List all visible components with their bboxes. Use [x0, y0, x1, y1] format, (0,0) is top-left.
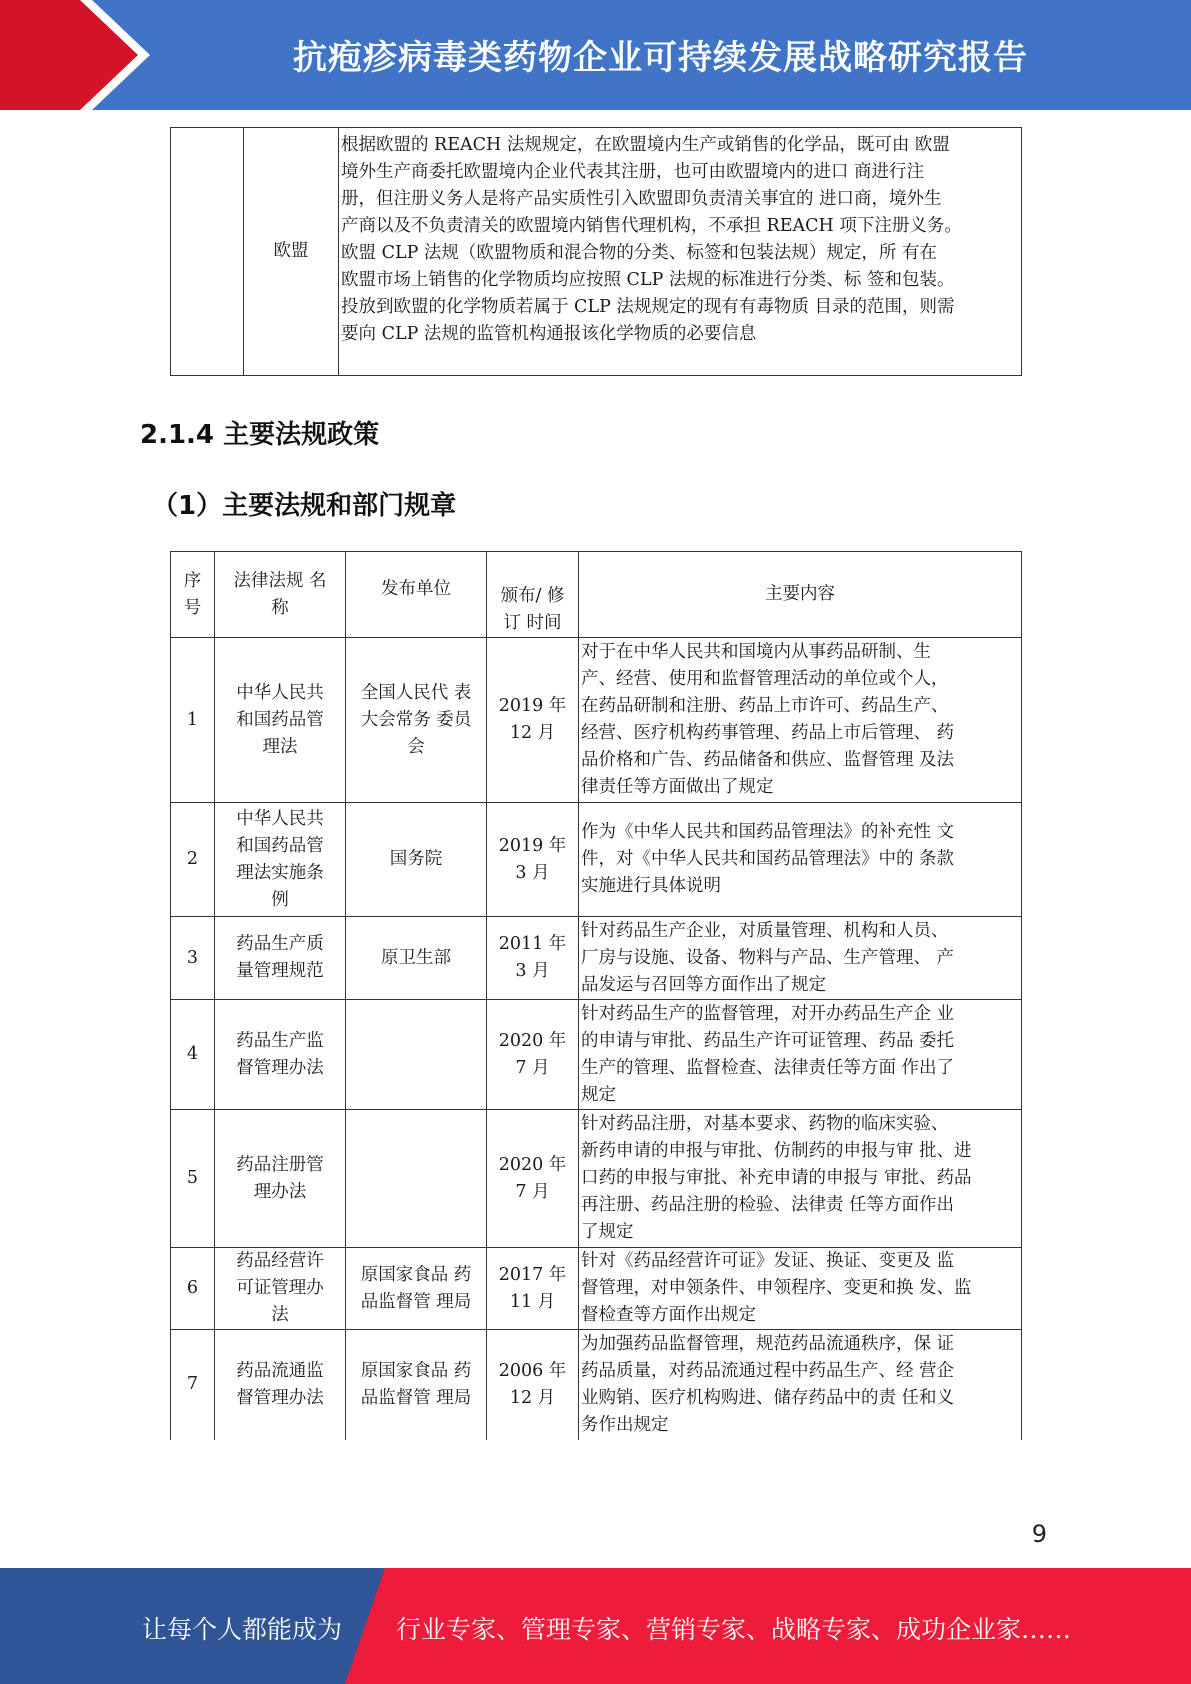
date-cell	[487, 1330, 579, 1440]
content-cell-line: 业购销、医疗机构购进、储存药品中的责 任和义	[581, 1387, 955, 1408]
content-cell-line: 针对药品注册，对基本要求、药物的临床实验、	[581, 1114, 949, 1134]
header-publisher: 发布单位	[346, 552, 487, 638]
date-cell	[487, 917, 579, 1000]
law-name-cell-line: 理法实施条	[236, 862, 324, 883]
content-cell-line: 新药申请的申报与审批、仿制药的申报与审 批、进	[581, 1141, 972, 1161]
date-cell	[487, 803, 579, 917]
header-name	[215, 552, 346, 638]
header-no	[171, 552, 215, 638]
law-name-cell	[215, 1110, 346, 1248]
date-cell	[487, 1248, 579, 1330]
publisher-cell-line: 国务院	[389, 849, 443, 869]
row-number-cell: 5	[171, 1110, 215, 1248]
content-cell-line: 产、经营、使用和监督管理活动的单位或个人，	[581, 669, 949, 689]
regulation-text-line: 欧盟 CLP 法规（欧盟物质和混合物的分类、标签和包装法规）规定，所 有在	[341, 243, 937, 263]
header-name-line: 称	[271, 597, 289, 618]
table-row	[171, 803, 1022, 917]
content-cell	[579, 638, 1022, 803]
header-no-line: 序	[183, 570, 202, 591]
content-cell-line: 规定	[581, 1084, 616, 1105]
content-cell-line: 在药品研制和注册、药品上市许可、药品生产、	[581, 696, 949, 716]
content-cell	[579, 1330, 1022, 1440]
table-row	[171, 638, 1022, 803]
law-name-cell-line: 法	[271, 1305, 289, 1325]
content-cell-line: 针对《药品经营许可证》发证、换证、变更及 监	[581, 1251, 955, 1271]
header-no-line: 号	[183, 597, 202, 618]
date-cell-line: 7 月	[515, 1057, 550, 1078]
section-heading: 2.1.4 主要法规政策	[140, 420, 380, 450]
publisher-cell	[346, 638, 487, 803]
content-cell	[579, 1000, 1022, 1110]
law-regulation-table	[170, 551, 1022, 1440]
law-name-cell	[215, 917, 346, 1000]
date-cell-line: 2017 年	[498, 1264, 567, 1285]
date-cell-line: 2011 年	[498, 934, 567, 954]
publisher-cell-line: 大会常务 委员	[360, 709, 472, 730]
regulation-text-line: 产商以及不负责清关的欧盟境内销售代理机构，不承担 REACH 项下注册义务。	[341, 216, 962, 236]
date-cell-line: 3 月	[515, 961, 550, 981]
table-row	[171, 1248, 1022, 1330]
publisher-cell-line: 原国家食品 药	[360, 1264, 472, 1285]
header-date-line: 订 时间	[503, 613, 562, 633]
table-row	[171, 1110, 1022, 1248]
publisher-cell	[346, 1000, 487, 1110]
date-cell-line: 2019 年	[498, 835, 567, 856]
footer-slogan-left: 让每个人都能成为	[142, 1615, 343, 1644]
law-name-cell-line: 和国药品管	[236, 709, 324, 730]
law-name-cell	[215, 1330, 346, 1440]
header-date	[487, 552, 579, 638]
date-cell-line: 2006 年	[498, 1360, 567, 1381]
date-cell	[487, 638, 579, 803]
publisher-cell	[346, 803, 487, 917]
content-cell-line: 律责任等方面做出了规定	[581, 777, 774, 797]
law-name-cell-line: 可证管理办	[236, 1278, 324, 1298]
content-cell-line: 经营、医疗机构药事管理、药品上市后管理、 药	[581, 723, 955, 743]
content-cell-line: 督管理，对申领条件、申领程序、变更和换 发、监	[581, 1278, 972, 1298]
law-name-cell-line: 药品生产监	[236, 1030, 324, 1051]
law-name-cell	[215, 638, 346, 803]
date-cell-line: 3 月	[515, 862, 550, 883]
law-name-cell-line: 量管理规范	[236, 961, 324, 981]
page-footer	[0, 1568, 1191, 1684]
publisher-cell-line: 原卫生部	[381, 947, 451, 968]
content-cell-line: 厂房与设施、设备、物料与产品、生产管理、 产	[581, 947, 955, 968]
law-name-cell-line: 中华人民共	[236, 682, 324, 703]
content-cell-line: 了规定	[581, 1222, 634, 1242]
publisher-cell-line: 品监督管 理局	[360, 1291, 472, 1312]
law-name-cell-line: 药品经营许	[236, 1251, 324, 1271]
footer-slogan-right: 行业专家、管理专家、营销专家、战略专家、成功企业家……	[396, 1615, 1072, 1644]
date-cell-line: 2020 年	[498, 1030, 567, 1051]
header-name-line: 法律法规 名	[233, 570, 327, 591]
publisher-cell-line: 会	[407, 736, 425, 757]
row-number-cell: 2	[171, 803, 215, 917]
header-content: 主要内容	[579, 552, 1022, 638]
row-number-cell: 1	[171, 638, 215, 803]
header-date-line: 颁布/ 修	[500, 586, 565, 606]
law-name-cell-line: 药品注册管	[236, 1154, 324, 1175]
content-cell-line: 药品质量，对药品流通过程中药品生产、经 营企	[581, 1360, 955, 1381]
table-row	[171, 1000, 1022, 1110]
regulation-text-cell	[339, 128, 1022, 376]
regulation-text-line: 根据欧盟的 REACH 法规规定，在欧盟境内生产或销售的化学品，既可由 欧盟	[341, 135, 950, 155]
content-cell-line: 品价格和广告、药品储备和供应、监督管理 及法	[581, 750, 955, 770]
content-cell-line: 作为《中华人民共和国药品管理法》的补充性 文	[581, 822, 955, 842]
date-cell-line: 2020 年	[498, 1154, 567, 1175]
publisher-cell	[346, 1248, 487, 1330]
row-number-cell: 4	[171, 1000, 215, 1110]
row-number-cell: 7	[171, 1330, 215, 1440]
regulation-text-line: 境外生产商委托欧盟境内企业代表其注册，也可由欧盟境内的进口 商进行注	[341, 162, 925, 182]
content-cell-line: 生产的管理、监督检查、法律责任等方面 作出了	[581, 1057, 955, 1078]
region-cell: 欧盟	[244, 128, 339, 376]
table-row	[171, 1330, 1022, 1440]
law-name-cell-line: 理办法	[253, 1181, 307, 1202]
law-name-cell-line: 理法	[262, 736, 298, 757]
content-cell-line: 品发运与召回等方面作出了规定	[581, 974, 826, 995]
law-name-cell-line: 例	[271, 889, 289, 910]
row-number-cell: 6	[171, 1248, 215, 1330]
content-cell	[579, 917, 1022, 1000]
law-name-cell-line: 督管理办法	[236, 1057, 324, 1078]
row-number-cell: 3	[171, 917, 215, 1000]
content-cell-line: 再注册、药品注册的检验、法律责 任等方面作出	[581, 1195, 955, 1215]
content-cell	[579, 803, 1022, 917]
table-header-row	[171, 552, 1022, 638]
content-cell-line: 针对药品生产企业，对质量管理、机构和人员、	[581, 920, 949, 941]
law-name-cell-line: 中华人民共	[236, 808, 324, 829]
date-cell-line: 11 月	[509, 1291, 556, 1312]
content-cell-line: 件，对《中华人民共和国药品管理法》中的 条款	[581, 849, 955, 869]
content-cell-line: 口药的申报与审批、补充申请的申报与 审批、药品	[581, 1168, 972, 1188]
publisher-cell	[346, 917, 487, 1000]
date-cell	[487, 1000, 579, 1110]
table-row	[171, 917, 1022, 1000]
law-name-cell	[215, 1248, 346, 1330]
content-cell-line: 的申请与审批、药品生产许可证管理、药品 委托	[581, 1030, 955, 1051]
date-cell-line: 7 月	[515, 1181, 550, 1202]
regulation-text-line: 欧盟市场上销售的化学物质均应按照 CLP 法规的标准进行分类、标 签和包装。	[341, 270, 955, 290]
content-cell-line: 实施进行具体说明	[581, 876, 721, 896]
empty-cell	[171, 128, 244, 376]
content-cell-line: 务作出规定	[581, 1414, 669, 1435]
publisher-cell-line: 品监督管 理局	[360, 1387, 472, 1408]
law-name-cell	[215, 1000, 346, 1110]
law-name-cell-line: 和国药品管	[236, 835, 324, 856]
publisher-cell	[346, 1330, 487, 1440]
publisher-cell-line: 全国人民代 表	[360, 682, 472, 703]
publisher-cell	[346, 1110, 487, 1248]
content-cell-line: 针对药品生产的监督管理，对开办药品生产企 业	[581, 1003, 955, 1024]
date-cell	[487, 1110, 579, 1248]
regulation-text-line: 要向 CLP 法规的监管机构通报该化学物质的必要信息	[341, 324, 757, 344]
subsection-heading: （1）主要法规和部门规章	[152, 491, 457, 521]
law-name-cell-line: 督管理办法	[236, 1387, 324, 1408]
regulation-text-line: 册，但注册义务人是将产品实质性引入欧盟即负责清关事宜的 进口商，境外生	[341, 189, 942, 209]
page-number: 9	[1031, 1520, 1047, 1548]
date-cell-line: 2019 年	[498, 696, 567, 716]
content-cell	[579, 1248, 1022, 1330]
page-header	[0, 0, 1191, 110]
law-name-cell	[215, 803, 346, 917]
date-cell-line: 12 月	[509, 1387, 556, 1408]
law-name-cell-line: 药品流通监	[236, 1360, 324, 1381]
regulation-text-line: 投放到欧盟的化学物质若属于 CLP 法规规定的现有有毒物质 目录的范围，则需	[341, 297, 955, 317]
content-cell-line: 为加强药品监督管理，规范药品流通秩序，保 证	[581, 1333, 955, 1354]
eu-regulation-table	[170, 127, 1022, 376]
date-cell-line: 12 月	[509, 723, 556, 743]
publisher-cell-line: 原国家食品 药	[360, 1360, 472, 1381]
document-title: 抗疱疹病毒类药物企业可持续发展战略研究报告	[293, 38, 1028, 78]
law-name-cell-line: 药品生产质	[236, 934, 324, 954]
content-cell-line: 督检查等方面作出规定	[581, 1305, 756, 1325]
content-cell-line: 对于在中华人民共和国境内从事药品研制、生	[581, 642, 931, 662]
content-cell	[579, 1110, 1022, 1248]
